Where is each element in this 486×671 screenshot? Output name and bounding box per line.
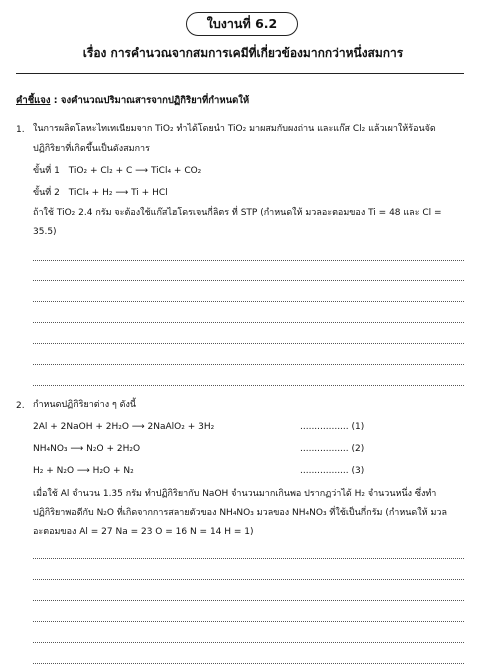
answer-line[interactable]	[33, 385, 464, 386]
q2-reaction-2: NH₄NO₃ ⟶ N₂O + 2H₂O	[33, 444, 141, 454]
q1-step2	[33, 186, 168, 201]
q1-number: 1.	[16, 125, 25, 135]
answer-line[interactable]	[33, 558, 464, 559]
title-divider	[16, 73, 464, 74]
worksheet-subject: เรื่อง การคำนวณจากสมการเคมีที่เกี่ยวข้องมากกว่าหนึ่งสมการ	[82, 46, 404, 60]
q2-intro: กำหนดปฏิกิริยาต่าง ๆ ดังนี้	[33, 400, 137, 410]
answer-line[interactable]	[33, 621, 464, 622]
answer-line[interactable]	[33, 642, 464, 643]
q1-line1: ในการผลิตโลหะไทเทเนียมจาก TiO₂ ทำได้โดยนำ TiO₂ มาผสมกับผงถ่าน และแก๊ส Cl₂ แล้วเผาให้ร้อนจัด	[33, 124, 436, 134]
q1-line2: ปฏิกิริยาที่เกิดขึ้นเป็นดังสมการ	[33, 144, 150, 154]
answer-line[interactable]	[33, 364, 464, 365]
q1-question: ถ้าใช้ TiO₂ 2.4 กรัม จะต้องใช้แก๊สไฮโดรเจนกี่ลิตร ที่ STP (กำหนดให้ มวลอะตอมของ Ti = 48 และ Cl = 35.5)	[33, 208, 442, 237]
instruction	[16, 93, 249, 108]
q2-number: 2.	[16, 401, 25, 411]
instruction-text: : จงคำนวณปริมาณสารจากปฏิกิริยาที่กำหนดให้	[53, 95, 250, 106]
answer-line[interactable]	[33, 579, 464, 580]
answer-line[interactable]	[33, 600, 464, 601]
q1-step2-equation: TiCl₄ + H₂ ⟶ Ti + HCl	[68, 188, 168, 198]
worksheet-title: ใบงานที่ 6.2	[186, 12, 298, 36]
q2-reaction-1-tag: ................. (1)	[300, 422, 365, 432]
answer-line[interactable]	[33, 280, 464, 281]
answer-line[interactable]	[33, 260, 464, 261]
q1-step1	[33, 164, 201, 179]
q1-step1-label: ขั้นที่ 1	[33, 166, 60, 176]
answer-line[interactable]	[33, 322, 464, 323]
q2-reaction-2-tag: ................. (2)	[300, 444, 365, 454]
instruction-label: คำชี้แจง	[16, 95, 51, 106]
answer-line[interactable]	[33, 343, 464, 344]
answer-line[interactable]	[33, 663, 464, 664]
q1-step1-equation: TiO₂ + Cl₂ + C ⟶ TiCl₄ + CO₂	[68, 166, 202, 176]
q2-reaction-1: 2Al + 2NaOH + 2H₂O ⟶ 2NaAlO₂ + 3H₂	[33, 422, 215, 432]
q2-question: เมื่อใช้ Al จำนวน 1.35 กรัม ทำปฏิกิริยากับ NaOH จำนวนมากเกินพอ ปรากฏว่าได้ H₂ จำนวนหนึ่ง ซึ่งทำปฏิกิริยาพอดีกับ N₂O ที่เกิดจากการสลายตัวของ NH₄NO₃ มวลของ NH₄NO₃ ที่ใช้เป็นกี่กรัม (กำหนดให้ มวลอะตอมของ Al = 27 Na = 23 O = 16 N = 14 H = 1)	[33, 489, 447, 537]
q2-reaction-3: H₂ + N₂O ⟶ H₂O + N₂	[33, 466, 134, 476]
q1-step2-label: ขั้นที่ 2	[33, 188, 60, 198]
answer-line[interactable]	[33, 301, 464, 302]
q2-reaction-3-tag: ................. (3)	[300, 466, 365, 476]
